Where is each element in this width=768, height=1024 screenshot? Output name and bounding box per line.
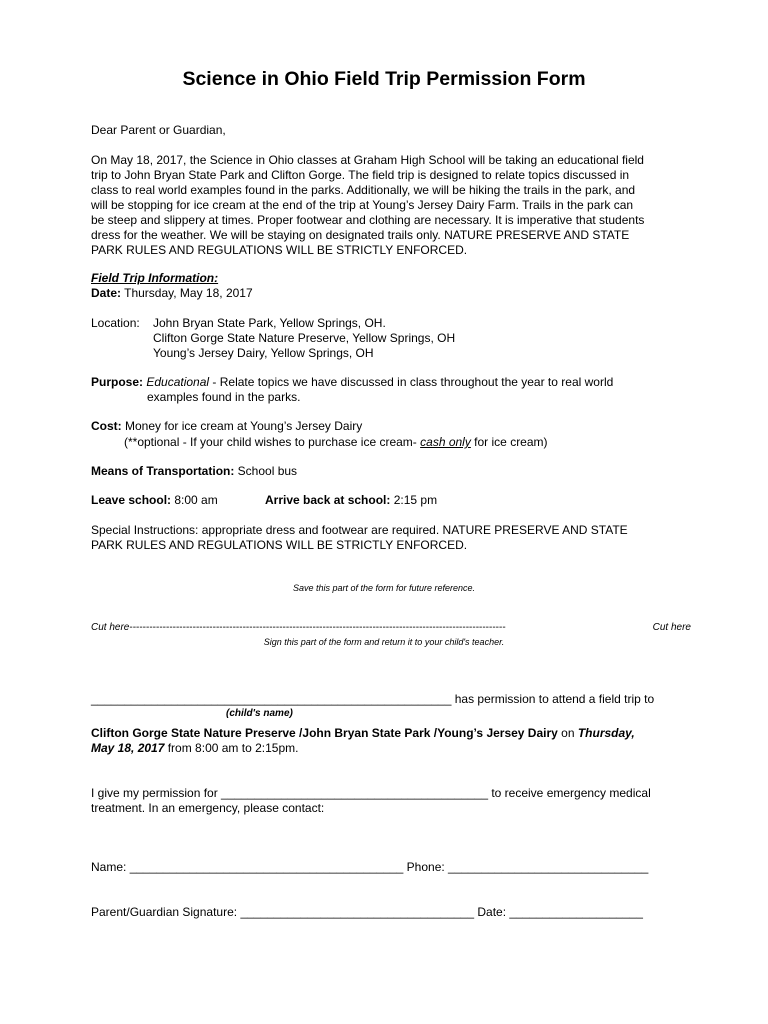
cut-dashes: ----------------------------------------------------------------------------------------------------------------- <box>129 622 506 633</box>
contact-name-blank[interactable]: _________________________________________ <box>129 860 404 874</box>
cut-left-label: Cut here <box>91 622 130 633</box>
child-name-blank[interactable]: ______________________________________________________ <box>91 692 452 706</box>
date-line <box>91 286 691 301</box>
location-line-2: Clifton Gorge State Nature Preserve, Yellow Springs, OH <box>153 331 456 345</box>
signature-date-blank[interactable]: ____________________ <box>509 905 643 919</box>
location-label: Location: <box>91 316 140 330</box>
transport-label: Means of Transportation: <box>91 464 235 478</box>
save-note: Save this part of the form for future reference. <box>292 583 476 593</box>
transport-value: School bus <box>234 464 298 478</box>
contact-phone-blank[interactable]: ______________________________ <box>448 860 649 874</box>
contact-line <box>91 860 691 875</box>
trip-time: from 8:00 am to 2:15pm. <box>164 741 299 755</box>
cut-line <box>91 622 691 634</box>
purpose-text: - Relate topics we have discussed in class throughout the year to real world <box>209 375 614 389</box>
on-word: on <box>557 726 578 740</box>
signature-date-label: Date: <box>474 905 510 919</box>
arrive-label: Arrive back at school: <box>265 493 391 507</box>
purpose-line <box>91 375 691 390</box>
return-note: Sign this part of the form and return it to your child's teacher. <box>263 637 505 647</box>
location-line-3: Young’s Jersey Dairy, Yellow Springs, OH <box>153 346 374 360</box>
signature-label: Parent/Guardian Signature: <box>91 905 241 919</box>
page-title: Science in Ohio Field Trip Permission Form <box>182 68 586 90</box>
field-trip-info-heading: Field Trip Information: <box>91 271 219 285</box>
signature-blank[interactable]: ___________________________________ <box>240 905 475 919</box>
date-value: Thursday, May 18, 2017 <box>121 286 253 300</box>
signature-line <box>91 905 691 920</box>
special-instructions: Special Instructions: appropriate dress and footwear are required. NATURE PRESERVE AND STATE PARK RULES AND REGULATIONS WILL BE STRICTLY ENFORCED. <box>91 523 628 552</box>
salutation: Dear Parent or Guardian, <box>91 123 226 137</box>
permission-line <box>91 692 691 707</box>
purpose-emphasis: Educational <box>146 375 210 389</box>
cost-note-emphasis: cash only <box>420 435 471 449</box>
medical-name-blank[interactable]: ________________________________________ <box>221 786 488 800</box>
leave-value: 8:00 am <box>171 493 218 507</box>
purpose-line-2: examples found in the parks. <box>147 390 301 404</box>
cost-line <box>91 419 691 434</box>
contact-name-label: Name: <box>91 860 130 874</box>
cost-note-post: for ice cream) <box>470 435 548 449</box>
arrive-value: 2:15 pm <box>390 493 438 507</box>
leave-label: Leave school: <box>91 493 172 507</box>
cost-note <box>124 435 724 450</box>
contact-phone-label: Phone: <box>403 860 449 874</box>
cost-note-pre: (**optional - If your child wishes to purchase ice cream- <box>124 435 421 449</box>
transport-line <box>91 464 691 479</box>
medical-post: to receive emergency medical <box>488 786 651 800</box>
destinations-line <box>91 726 691 741</box>
location-line-1: John Bryan State Park, Yellow Springs, OH. <box>153 316 386 330</box>
permission-text: has permission to attend a field trip to <box>451 692 655 706</box>
cut-right-label: Cut here <box>652 622 691 633</box>
cost-label: Cost: <box>91 419 122 433</box>
medical-pre: I give my permission for <box>91 786 222 800</box>
childs-name-caption: (child's name) <box>226 708 293 719</box>
trip-time-line <box>91 741 691 756</box>
cost-value: Money for ice cream at Young’s Jersey Dairy <box>121 419 363 433</box>
purpose-label: Purpose: <box>91 375 144 389</box>
trip-date-emphasis: Thursday, <box>577 726 635 740</box>
medical-line-2: treatment. In an emergency, please contact: <box>91 801 325 815</box>
trip-date-emphasis-2: May 18, 2017 <box>91 741 165 755</box>
medical-line <box>91 786 691 801</box>
intro-paragraph: On May 18, 2017, the Science in Ohio classes at Graham High School will be taking an educational field trip to John Bryan State Park and Clifton Gorge. The field trip is designed to relate topics discussed in class to real world examples found in the parks. Additionally, we will be hiking the trails in the park, and will be stopping for ice cream at the end of the trip at Young’s Jersey Dairy Farm. Trails in the park can be steep and slippery at times. Proper footwear and clothing are necessary. It is imperative that students dress for the weather. We will be staying on designated trails only. NATURE PRESERVE AND STATE PARK RULES AND REGULATIONS WILL BE STRICTLY ENFORCED. <box>91 153 645 257</box>
date-label: Date: <box>91 286 122 300</box>
arrive-line <box>265 493 768 508</box>
destinations: Clifton Gorge State Nature Preserve /John Bryan State Park /Young’s Jersey Dairy <box>91 726 558 740</box>
